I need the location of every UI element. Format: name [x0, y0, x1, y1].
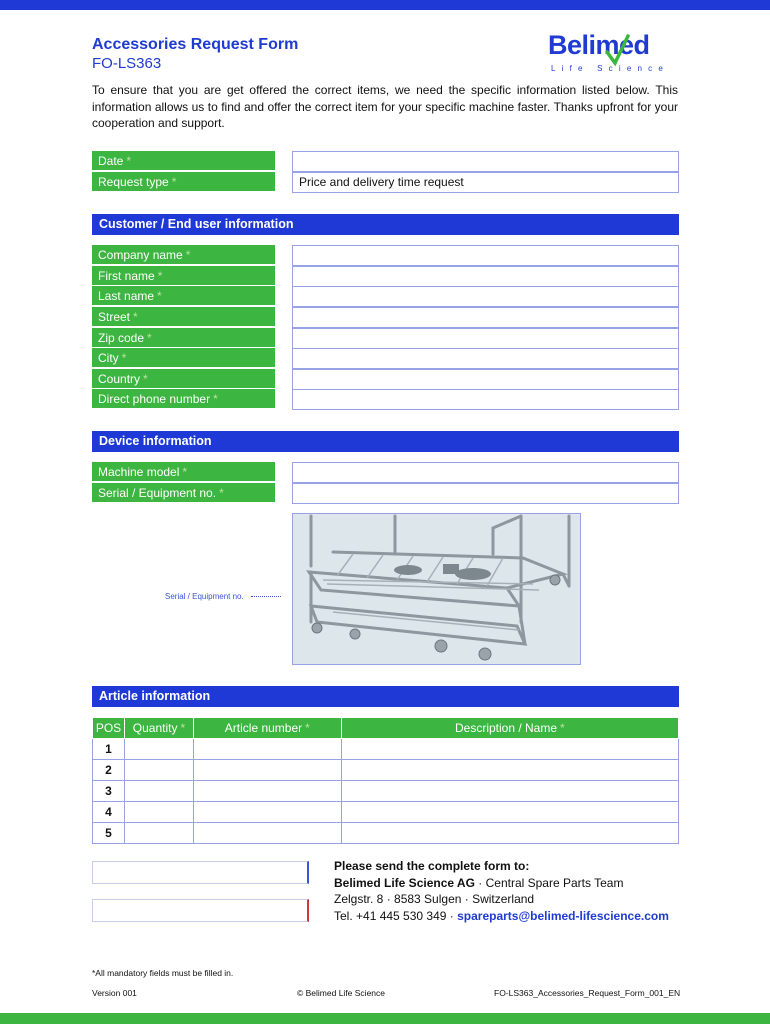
- description-cell[interactable]: [341, 760, 678, 781]
- quantity-cell[interactable]: [124, 823, 193, 844]
- belimed-logo: [548, 30, 680, 76]
- city-label: City *: [92, 348, 275, 368]
- col-header-pos: POS: [93, 718, 125, 739]
- pos-cell: 3: [93, 781, 125, 802]
- street-label: Street *: [92, 307, 275, 327]
- first-name-label: First name *: [92, 266, 275, 286]
- request-type-label: Request type *: [92, 172, 275, 192]
- col-header-article-number: Article number *: [193, 718, 341, 739]
- pos-cell: 2: [93, 760, 125, 781]
- description-cell[interactable]: [341, 802, 678, 823]
- article-number-cell[interactable]: [193, 823, 341, 844]
- intro-text: To ensure that you are get offered the correct items, we need the specific information listed below. This information allows us to find and offer the correct item for your specific machine faster. Thanks upfront for your cooperation and support.: [92, 83, 678, 130]
- bottom-color-bar: [0, 1013, 770, 1024]
- table-row: [93, 802, 679, 823]
- date-field[interactable]: [292, 151, 679, 172]
- description-cell[interactable]: [341, 781, 678, 802]
- mandatory-note: *All mandatory fields must be filled in.: [92, 968, 234, 978]
- article-number-cell[interactable]: [193, 739, 341, 760]
- direct-phone-label: Direct phone number *: [92, 389, 275, 409]
- send-heading: Please send the complete form to:: [334, 859, 530, 873]
- article-number-cell[interactable]: [193, 760, 341, 781]
- article-number-cell[interactable]: [193, 781, 341, 802]
- col-header-description: Description / Name *: [341, 718, 678, 739]
- pos-cell: 1: [93, 739, 125, 760]
- serial-number-field[interactable]: [292, 483, 679, 504]
- last-name-label: Last name *: [92, 286, 275, 306]
- send-address: Zelgstr. 8 · 8583 Sulgen · Switzerland: [334, 892, 535, 906]
- top-color-bar: [0, 0, 770, 10]
- machine-model-field[interactable]: [292, 462, 679, 483]
- serial-callout-line: [251, 596, 281, 597]
- zip-code-label: Zip code *: [92, 328, 275, 348]
- serial-callout-label: Serial / Equipment no.: [165, 592, 244, 601]
- wire-rack-illustration: [293, 514, 581, 665]
- logo-tagline: Life Science: [551, 64, 669, 73]
- signature-field[interactable]: [92, 861, 309, 884]
- device-section-heading: Device information: [92, 431, 679, 452]
- country-label: Country *: [92, 369, 275, 389]
- submit-field[interactable]: [92, 899, 309, 922]
- form-code: FO-LS363: [92, 55, 162, 72]
- footer-version: Version 001: [92, 988, 137, 998]
- quantity-cell[interactable]: [124, 760, 193, 781]
- machine-model-label: Machine model *: [92, 462, 275, 482]
- description-cell[interactable]: [341, 739, 678, 760]
- article-table-header: [93, 718, 679, 739]
- send-company: Belimed Life Science AG: [334, 875, 475, 890]
- quantity-cell[interactable]: [124, 781, 193, 802]
- send-email-link[interactable]: spareparts@belimed-lifescience.com: [457, 908, 669, 923]
- street-field[interactable]: [292, 307, 679, 328]
- quantity-cell[interactable]: [124, 739, 193, 760]
- quantity-cell[interactable]: [124, 802, 193, 823]
- request-type-field[interactable]: Price and delivery time request: [292, 172, 679, 193]
- logo-wordmark: Belimed: [548, 30, 650, 60]
- table-row: [93, 739, 679, 760]
- table-row: [93, 760, 679, 781]
- zip-code-field[interactable]: [292, 328, 679, 349]
- country-field[interactable]: [292, 369, 679, 390]
- footer-filename: FO-LS363_Accessories_Request_Form_001_EN: [494, 988, 681, 998]
- footer-copyright: © Belimed Life Science: [297, 988, 386, 998]
- serial-number-label: Serial / Equipment no. *: [92, 483, 275, 503]
- send-company-line: [334, 875, 669, 892]
- col-header-quantity: Quantity *: [124, 718, 193, 739]
- customer-section-heading: Customer / End user information: [92, 214, 679, 235]
- direct-phone-field[interactable]: [292, 389, 679, 410]
- form-title: Accessories Request Form: [92, 36, 299, 53]
- send-phone: Tel. +41 445 530 349 ·: [334, 908, 458, 923]
- company-name-field[interactable]: [292, 245, 679, 266]
- city-field[interactable]: [292, 348, 679, 369]
- company-name-label: Company name *: [92, 245, 275, 265]
- table-row: [93, 781, 679, 802]
- send-to-block: [334, 858, 669, 924]
- article-section-heading: Article information: [92, 686, 679, 707]
- pos-cell: 5: [93, 823, 125, 844]
- last-name-field[interactable]: [292, 286, 679, 307]
- article-number-cell[interactable]: [193, 802, 341, 823]
- table-row: [93, 823, 679, 844]
- date-label: Date *: [92, 151, 275, 171]
- send-contact-line: [334, 908, 669, 925]
- first-name-field[interactable]: [292, 266, 679, 287]
- machine-rack-photo: [292, 513, 581, 665]
- pos-cell: 4: [93, 802, 125, 823]
- article-table: [92, 717, 679, 844]
- description-cell[interactable]: [341, 823, 678, 844]
- send-company-rest: · Central Spare Parts Team: [474, 875, 624, 890]
